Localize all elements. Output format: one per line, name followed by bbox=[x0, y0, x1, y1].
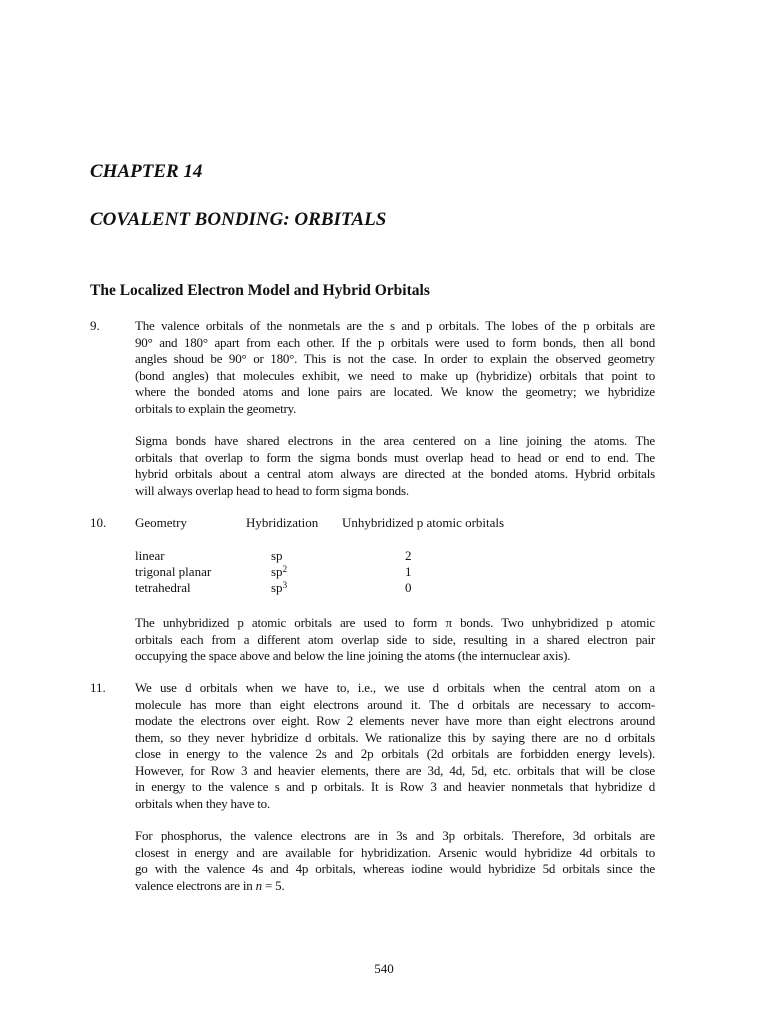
text-line: close in energy to the valence 2s and 2p orbitals (2d orbitals are forbidden energy levels). bbox=[135, 746, 655, 761]
variable-n: n bbox=[255, 877, 262, 893]
table-cell-count: 2 bbox=[405, 548, 412, 563]
text-line: where the bonded atoms and lone pairs are located. We know the geometry; we hybridize bbox=[135, 384, 655, 399]
chapter-heading: CHAPTER 14 bbox=[90, 161, 203, 182]
text-line: orbitals when they have to. bbox=[135, 795, 271, 811]
page-number: 540 bbox=[374, 961, 394, 976]
table-cell-count: 1 bbox=[405, 564, 412, 579]
text-line: orbitals to explain the geometry. bbox=[135, 400, 297, 416]
q10-paragraph bbox=[135, 615, 655, 665]
question-number-10: 10. bbox=[90, 515, 107, 530]
text-line: modate the electrons over eight. Row 2 elements never have more than eight electrons around bbox=[135, 713, 655, 728]
question-number-9: 9. bbox=[90, 318, 100, 333]
text-line: in energy to the valence s and p orbitals. It is Row 3 and heavier nonmetals that hybridize d bbox=[135, 779, 655, 794]
text-line: (bond angles) that molecules exhibit, we need to make up (hybridize) orbitals that point to bbox=[135, 367, 655, 383]
text-line: The valence orbitals of the nonmetals are the s and p orbitals. The lobes of the p orbitals are bbox=[135, 318, 655, 333]
text-line: For phosphorus, the valence electrons are in 3s and 3p orbitals. Therefore, 3d orbitals are bbox=[135, 828, 655, 843]
text-line: We use d orbitals when we have to, i.e., we use d orbitals when the central atom on a bbox=[135, 680, 655, 695]
text-line: Sigma bonds have shared electrons in the area centered on a line joining the atoms. The bbox=[135, 433, 655, 448]
question-number-11: 11. bbox=[90, 680, 106, 695]
text-line: orbitals that overlap to form the sigma bonds must overlap head to head or end to end. The bbox=[135, 449, 655, 465]
table-header-geometry: Geometry bbox=[135, 515, 187, 530]
text-line: them, so they never hybridize d orbitals. We rationalize this by saying there are no d orbitals bbox=[135, 729, 655, 745]
text-line: will always overlap head to head to form sigma bonds. bbox=[135, 482, 409, 498]
chapter-title: COVALENT BONDING: ORBITALS bbox=[90, 209, 387, 230]
table-header-hybridization: Hybridization bbox=[246, 515, 319, 530]
q11-paragraph-2 bbox=[135, 828, 655, 894]
table-cell-geometry: trigonal planar bbox=[135, 564, 212, 579]
text-line: hybrid orbitals about a central atom always are directed at the bonded atoms. Hybrid orbitals bbox=[135, 466, 655, 481]
table-cell-hybridization: sp bbox=[271, 548, 283, 563]
section-heading: The Localized Electron Model and Hybrid Orbitals bbox=[90, 282, 430, 299]
table-cell-count: 0 bbox=[405, 580, 412, 595]
text-line: molecule has more than eight electrons around it. The d orbitals are necessary to accom- bbox=[135, 696, 655, 712]
text-line: closest in energy and are available for hybridization. Arsenic would hybridize 4d orbitals to bbox=[135, 844, 655, 860]
q11-paragraph-1 bbox=[135, 680, 655, 812]
text-line: orbitals each from a different atom overlap side to side, resulting in a shared electron pair bbox=[135, 631, 655, 647]
text-line: angles shoud be 90° or 180°. This is not the case. In order to explain the observed geometry bbox=[135, 351, 655, 366]
text-line: 90° and 180° apart from each other. If the p orbitals were used to form bonds, then all bond bbox=[135, 334, 655, 350]
table-cell-geometry: linear bbox=[135, 548, 165, 563]
text-line: go with the valence 4s and 4p orbitals, whereas iodine would hybridize 5d orbitals since the bbox=[135, 861, 655, 876]
table-cell-geometry: tetrahedral bbox=[135, 580, 191, 595]
text-line: occupying the space above and below the line joining the atoms (the internuclear axis). bbox=[135, 648, 571, 663]
table-header-unhybridized: Unhybridized p atomic orbitals bbox=[342, 515, 505, 530]
text-line: valence electrons are in n = 5. bbox=[135, 877, 285, 893]
text-line: However, for Row 3 and heavier elements, there are 3d, 4d, 5d, etc. orbitals that will be close bbox=[135, 762, 655, 778]
text-line: The unhybridized p atomic orbitals are used to form π bonds. Two unhybridized p atomic bbox=[135, 615, 655, 630]
table-cell-hybridization: $sp^2$ bbox=[271, 564, 288, 579]
q9-paragraph-1 bbox=[135, 318, 655, 417]
q9-paragraph-2 bbox=[135, 433, 655, 499]
table-cell-hybridization: $sp^3$ bbox=[271, 580, 288, 595]
